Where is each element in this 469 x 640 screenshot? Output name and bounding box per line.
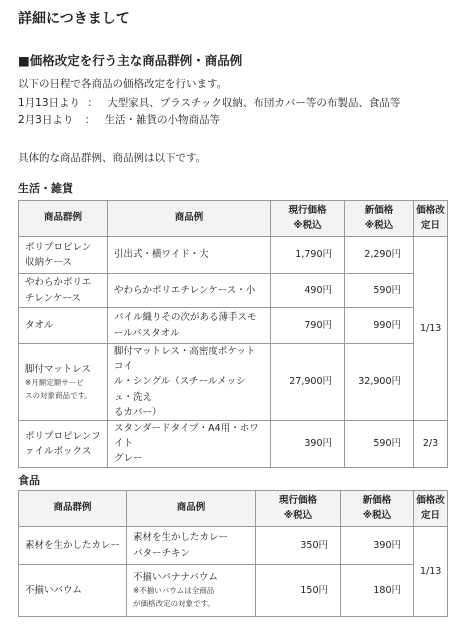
- table-row: [19, 274, 448, 308]
- current-price-cell: 150円: [256, 565, 341, 617]
- item-cell: 素材を生かしたカレー バターチキン: [127, 527, 256, 565]
- schedule-date: 2月3日より: [18, 114, 74, 126]
- category-heading: 生活・雑貨: [18, 182, 73, 195]
- table-row: [19, 565, 448, 617]
- group-note: ※月額定額サービ スの対象商品です。: [25, 377, 92, 400]
- current-price-cell: 27,900円: [271, 344, 345, 421]
- table-row: [19, 527, 448, 565]
- header-revision-date: 価格改 定日: [414, 491, 448, 527]
- examples-intro: 具体的な商品群例、商品例は以下です。: [18, 152, 207, 164]
- current-price-cell: 490円: [271, 274, 345, 308]
- header-current-price: 現行価格 ※税込: [256, 491, 341, 527]
- schedule-row: [18, 95, 400, 110]
- current-price-cell: 1,790円: [271, 237, 345, 274]
- schedule-row: [18, 112, 220, 127]
- price-table-living: [18, 200, 448, 468]
- intro-text: 以下の日程で各商品の価格改定を行います。: [18, 78, 228, 90]
- item-cell: スタンダードタイプ・A4用・ホワイト グレー: [108, 420, 271, 467]
- group-cell: やわらかポリエ チレンケース: [19, 274, 108, 308]
- table-row: [19, 237, 448, 274]
- header-new-price: 新価格 ※税込: [345, 201, 414, 237]
- header-current-price: 現行価格 ※税込: [271, 201, 345, 237]
- header-revision-date: 価格改 定日: [414, 201, 448, 237]
- item-cell: 脚付マットレス・高密度ポケットコイ ル・シングル（スチールメッシュ・洗え るカバー）: [108, 344, 271, 421]
- table-row: [19, 344, 448, 421]
- new-price-cell: 590円: [345, 420, 414, 467]
- current-price-cell: 390円: [271, 420, 345, 467]
- group-cell: ポリプロピレンフ ァイルボックス: [19, 420, 108, 467]
- new-price-cell: 180円: [341, 565, 414, 617]
- schedule-date: 1月13日より: [18, 97, 81, 109]
- current-price-cell: 350円: [256, 527, 341, 565]
- group-cell: 脚付マットレス ※月額定額サービ スの対象商品です。: [19, 344, 108, 421]
- new-price-cell: 990円: [345, 308, 414, 344]
- group-cell: タオル: [19, 308, 108, 344]
- group-cell: 不揃いバウム: [19, 565, 127, 617]
- group-cell: 素材を生かしたカレー: [19, 527, 127, 565]
- table-row: [19, 308, 448, 344]
- revision-date-cell: 2/3: [414, 420, 448, 467]
- current-price-cell: 790円: [271, 308, 345, 344]
- price-table-food: [18, 490, 448, 617]
- category-heading: 食品: [18, 474, 40, 487]
- table-row: [19, 420, 448, 467]
- table-header-row: [19, 491, 448, 527]
- new-price-cell: 32,900円: [345, 344, 414, 421]
- item-cell: 不揃いバナナバウム ※不揃いバウムは全商品 が価格改定の対象です。: [127, 565, 256, 617]
- item-cell: パイル織りその次がある薄手スモ ールバスタオル: [108, 308, 271, 344]
- section-subheading: ■価格改定を行う主な商品群例・商品例: [18, 53, 243, 68]
- table-header-row: [19, 201, 448, 237]
- new-price-cell: 590円: [345, 274, 414, 308]
- schedule-items: 生活・雑貨の小物商品等: [104, 114, 221, 126]
- new-price-cell: 2,290円: [345, 237, 414, 274]
- new-price-cell: 390円: [341, 527, 414, 565]
- header-group: 商品群例: [19, 491, 127, 527]
- header-item: 商品例: [127, 491, 256, 527]
- item-cell: 引出式・横ワイド・大: [108, 237, 271, 274]
- header-group: 商品群例: [19, 201, 108, 237]
- header-new-price: 新価格 ※税込: [341, 491, 414, 527]
- revision-date-cell: 1/13: [414, 527, 448, 617]
- page-title: 詳細につきまして: [18, 11, 130, 27]
- schedule-items: 大型家具、プラスチック収納、布団カバー等の布製品、食品等: [107, 97, 401, 109]
- schedule-separator: ：: [84, 114, 96, 126]
- item-note: ※不揃いバウムは全商品 が価格改定の対象です。: [133, 586, 215, 609]
- header-item: 商品例: [108, 201, 271, 237]
- group-cell: ポリプロピレン 収納ケース: [19, 237, 108, 274]
- item-cell: やわらかポリエチレンケース・小: [108, 274, 271, 308]
- revision-date-cell: 1/13: [414, 237, 448, 421]
- schedule-separator: ：: [87, 97, 98, 109]
